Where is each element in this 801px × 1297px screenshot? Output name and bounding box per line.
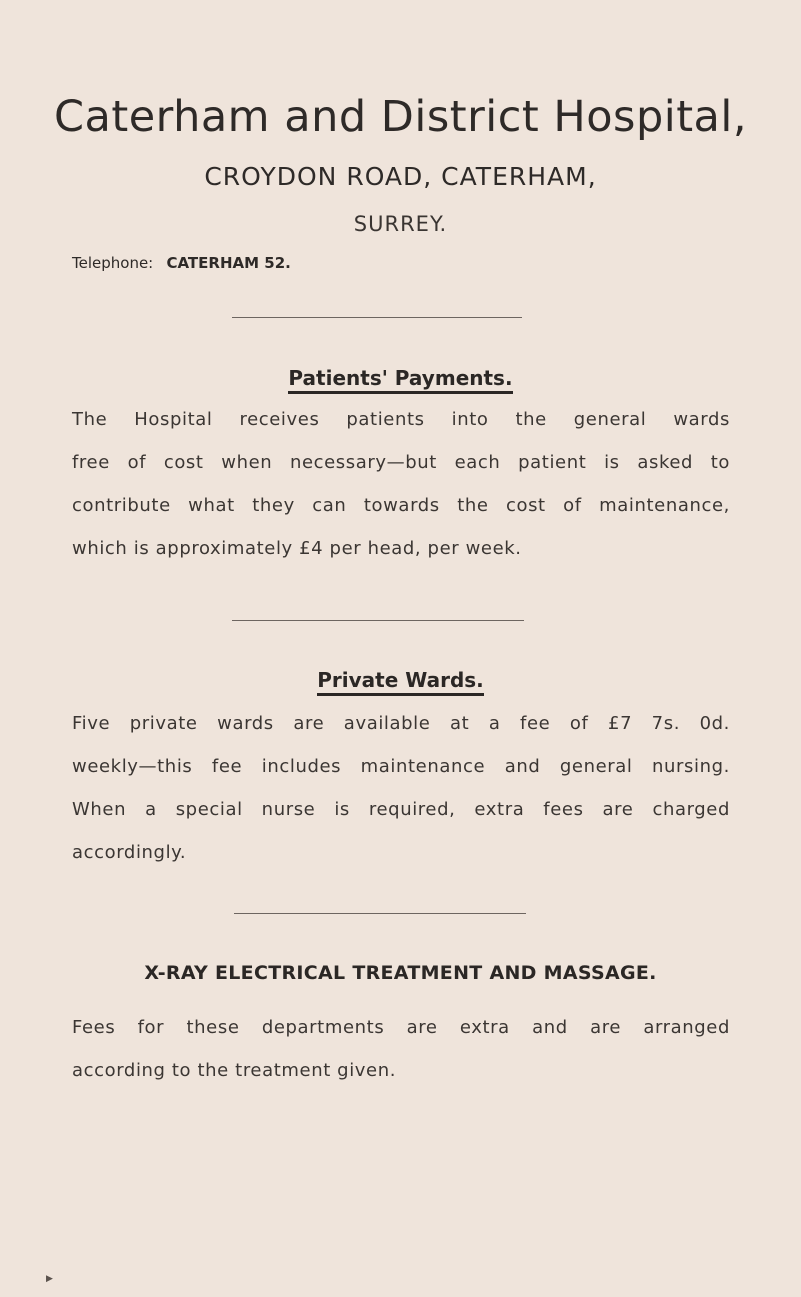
patients-payments-heading: Patients' Payments.	[0, 366, 801, 390]
text-line: Five private wards are available at a fee of £7 7s. 0d.	[72, 713, 730, 734]
xray-heading: X-RAY ELECTRICAL TREATMENT AND MASSAGE.	[144, 962, 657, 984]
text-line: The Hospital receives patients into the general wards	[72, 409, 730, 430]
hospital-title: Caterham and District Hospital,	[53, 92, 748, 142]
page-mark: ▶	[46, 1274, 53, 1284]
telephone-label: Telephone:	[72, 254, 154, 272]
address-line-2: SURREY.	[353, 212, 448, 236]
private-wards-heading: Private Wards.	[0, 668, 801, 692]
text-line: contribute what they can towards the cost of maintenance,	[72, 495, 730, 516]
divider-1	[232, 317, 522, 318]
text-line: accordingly.	[72, 842, 187, 863]
text-line: When a special nurse is required, extra fees are charged	[72, 799, 730, 820]
divider-2	[232, 620, 524, 621]
text-line: according to the treatment given.	[72, 1060, 397, 1081]
telephone	[72, 254, 291, 272]
xray-text	[72, 1006, 730, 1092]
text-line: free of cost when necessary—but each patient is asked to	[72, 452, 730, 473]
private-wards-text	[72, 702, 730, 874]
text-line: which is approximately £4 per head, per week.	[72, 538, 522, 559]
text-line: weekly—this fee includes maintenance and general nursing.	[72, 756, 730, 777]
telephone-number: CATERHAM 52.	[166, 254, 291, 272]
text-line: Fees for these departments are extra and are arranged	[72, 1017, 730, 1038]
patients-payments-text	[72, 398, 730, 570]
address-line-1: CROYDON ROAD, CATERHAM,	[204, 162, 597, 191]
divider-3	[234, 913, 526, 914]
